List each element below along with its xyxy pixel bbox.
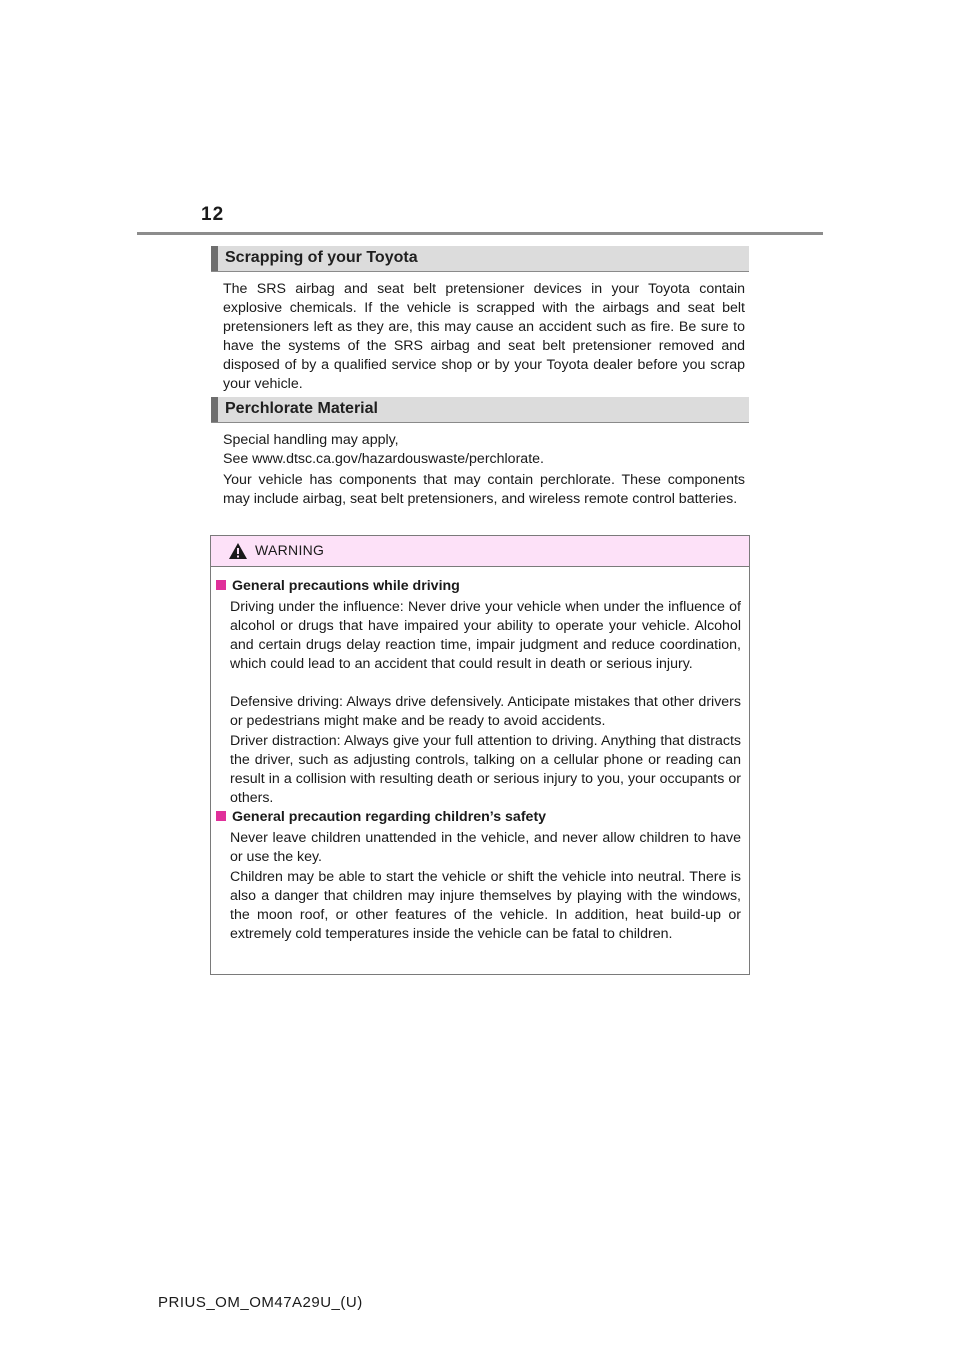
header-rule	[137, 232, 823, 235]
heading-bar	[211, 397, 218, 422]
warning-paragraph: Driving under the influence: Never drive your vehicle when under the influence of alcohol or drugs that have impaired your ability to operate your vehicle. Alcohol and certain drugs delay reaction time, impair judgment and reduce coordination, which could lead to an accident that could result in death or serious injury.	[230, 599, 741, 672]
scrapping-paragraph: The SRS airbag and seat belt pretensioner devices in your Toyota contain explosive chemicals. If the vehicle is scrapped with the airbags and seat belt pretensioners left as they are, this may cause an accident such as fire. Be sure to have the systems of the SRS airbag and seat belt pretensioner removed and disposed of by a qualified service shop or by your Toyota dealer before you scrap your vehicle.	[223, 281, 745, 392]
perchlorate-line-1: Special handling may apply,	[223, 432, 399, 448]
section-title: Scrapping of your Toyota	[225, 249, 418, 266]
perchlorate-line-2: See www.dtsc.ca.gov/hazardouswaste/perchlorate.	[223, 451, 544, 467]
section-title: Perchlorate Material	[225, 400, 378, 417]
section-heading-perchlorate	[211, 397, 749, 423]
square-bullet-icon	[216, 811, 226, 821]
warning-item-heading-text: General precaution regarding children’s safety	[232, 809, 547, 825]
warning-label: WARNING	[255, 542, 325, 558]
square-bullet-icon	[216, 580, 226, 590]
warning-paragraph: Children may be able to start the vehicle or shift the vehicle into neutral. There is also a danger that children may injure themselves by playing with the windows, the moon roof, or other features of the vehicle. In addition, heat build-up or extremely cold temperatures inside the vehicle can be fatal to children.	[230, 869, 741, 942]
warning-header	[211, 536, 749, 567]
page-number: 12	[201, 204, 225, 225]
warning-item-heading	[216, 577, 460, 596]
warning-paragraph: Defensive driving: Always drive defensively. Anticipate mistakes that other drivers or pedestrians might make and be ready to avoid accidents.	[230, 694, 741, 729]
heading-bar	[211, 246, 218, 271]
warning-box	[210, 535, 750, 975]
section-heading-scrapping	[211, 246, 749, 272]
warning-paragraph: Driver distraction: Always give your full attention to driving. Anything that distracts the driver, such as adjusting controls, talking on a cellular phone or reading can result in a collision with resulting death or serious injury to you, your occupants or others.	[230, 733, 741, 806]
warning-item-heading	[216, 808, 546, 827]
warning-triangle-icon	[228, 542, 248, 560]
document-code: PRIUS_OM_OM47A29U_(U)	[158, 1294, 363, 1311]
perchlorate-paragraph: Your vehicle has components that may contain perchlorate. These components may include airbag, seat belt pretensioners, and wireless remote control batteries.	[223, 472, 745, 507]
warning-item-heading-text: General precautions while driving	[232, 578, 460, 594]
warning-paragraph: Never leave children unattended in the vehicle, and never allow children to have or use the key.	[230, 830, 741, 865]
